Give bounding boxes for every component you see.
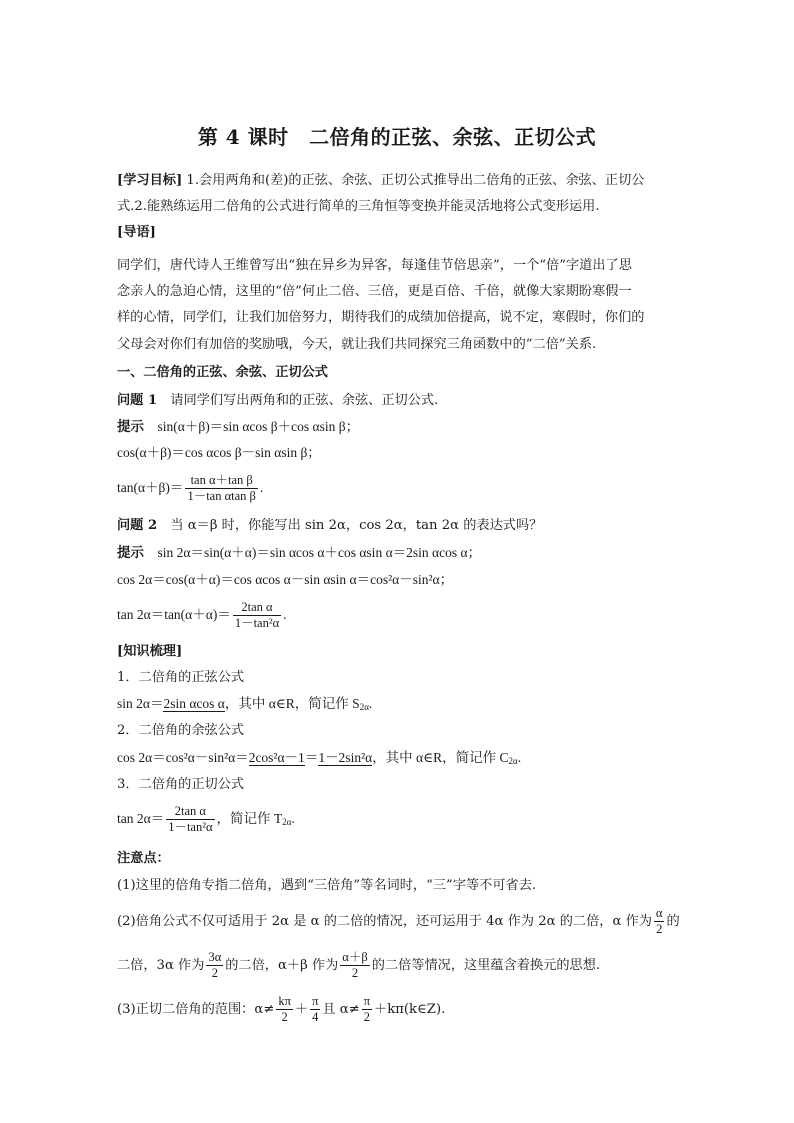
- question-1: [117, 392, 438, 410]
- fraction-numerator: 3α: [208, 950, 222, 964]
- note-2-text-4: 的二倍等情况，这里蕴含着换元的思想.: [371, 958, 601, 973]
- hint-2-tan: [117, 596, 287, 634]
- fraction-denominator: 2: [363, 1010, 371, 1024]
- objective-text-1: 1.会用两角和(差)的正弦、余弦、正切公式推导出二倍角的正弦、余弦、正切公: [182, 173, 645, 188]
- fraction-numerator: kπ: [278, 994, 291, 1008]
- note-2-fraction-3: [340, 950, 369, 981]
- objective-line-1: [117, 172, 644, 190]
- fraction-numerator: α: [655, 906, 663, 920]
- fraction-numerator: π: [312, 994, 319, 1008]
- fraction-denominator: 2: [281, 1010, 288, 1024]
- intro-line-1: 同学们，唐代诗人王维曾写出“独在异乡为异客，每逢佳节倍思亲”，一个“倍”字道出了思: [117, 258, 632, 273]
- note-2-line-2: [117, 947, 600, 985]
- hint-2-sin: [117, 544, 481, 562]
- hint-2-tan-lhs: tan 2α＝tan(α＋α)＝: [117, 607, 231, 622]
- formula-2-answer-2: 1－2sin²α: [318, 750, 373, 765]
- knowledge-heading-1: 1．二倍角的正弦公式: [117, 670, 245, 685]
- fraction-numerator: 2tan α: [166, 804, 214, 820]
- formula-1-answer: 2sin αcos α: [163, 696, 225, 711]
- note-3-text-1: (3)正切二倍角的范围：α≠: [117, 1002, 275, 1017]
- fraction-denominator: 2: [656, 922, 663, 936]
- knowledge-heading-2: 2．二倍角的余弦公式: [117, 723, 245, 738]
- formula-3-end: .: [291, 811, 295, 826]
- intro-label: [导语]: [117, 225, 156, 240]
- formula-2-equals: ＝: [304, 750, 319, 765]
- fraction-numerator: 2tan α: [233, 600, 281, 616]
- question-2: [117, 517, 542, 535]
- hint-2-tan-fraction: [233, 600, 281, 631]
- formula-2-end: .: [517, 750, 522, 765]
- intro-line-3: 样的心情，同学们，让我们加倍努力，期待我们的成绩加倍提高，说不定，寒假时，你们的: [117, 310, 645, 325]
- knowledge-formula-1: [117, 695, 372, 716]
- knowledge-label: [知识梳理]: [117, 644, 183, 659]
- note-3-text-2: 且 α≠: [322, 1002, 360, 1017]
- knowledge-heading-3: 3．二倍角的正切公式: [117, 777, 245, 792]
- intro-line-4: 父母会对你们有加倍的奖励哦，今天，就让我们共同探究三角函数中的“二倍”关系.: [117, 337, 597, 352]
- note-3-plus: ＋: [294, 1002, 309, 1017]
- formula-1-note: ，其中 α∈R，简记作 S: [224, 696, 360, 711]
- question-1-label: 问题 1: [117, 393, 158, 408]
- note-2-text-3: 的二倍，α＋β 作为: [225, 958, 339, 973]
- hint-1-tan-lhs: tan(α＋β)＝: [117, 480, 184, 495]
- hint-2-tan-end: .: [283, 607, 287, 622]
- objective-label: [学习目标]: [117, 173, 183, 188]
- formula-2-subscript: 2α: [508, 756, 518, 766]
- fraction-denominator: 4: [312, 1010, 319, 1024]
- note-2-text-2: 二倍，3α 作为: [117, 958, 205, 973]
- fraction-numerator: α＋β: [342, 950, 368, 964]
- hint-2-cos: cos 2α＝cos(α＋α)＝cos αcos α－sin αsin α＝cos²α－sin²α；: [117, 572, 454, 587]
- formula-3-note: ，简记作 T: [216, 811, 283, 826]
- note-3-fraction-3: [362, 994, 372, 1025]
- formula-3-fraction: [166, 804, 214, 835]
- formula-2-lhs: cos 2α＝cos²α－sin²α＝: [117, 750, 249, 765]
- hint-2-label: 提示: [117, 545, 144, 560]
- hint-1-tan-fraction: [185, 473, 257, 504]
- hint-1-tan: [117, 469, 263, 507]
- hint-1-sin: [117, 418, 359, 436]
- formula-1-end: .: [368, 696, 373, 711]
- page-title: 第 4 课时 二倍角的正弦、余弦、正切公式: [197, 125, 597, 149]
- formula-3-lhs: tan 2α＝: [117, 811, 165, 826]
- intro-line-2: 念亲人的急迫心情，这里的“倍”何止二倍、三倍，更是百倍、千倍，就像大家期盼寒假一: [117, 284, 632, 299]
- objective-line-2: 式.2.能熟练运用二倍角的公式进行简单的三角恒等变换并能灵活地将公式变形运用.: [117, 199, 600, 214]
- knowledge-formula-2: [117, 749, 521, 770]
- note-2-line-1: [117, 903, 680, 941]
- fraction-denominator: 1－tan²α: [168, 820, 213, 835]
- note-3-fraction-1: [276, 994, 293, 1025]
- question-1-text: 请同学们写出两角和的正弦、余弦、正切公式.: [157, 393, 439, 408]
- hint-1-label: 提示: [117, 419, 144, 434]
- note-3-text-3: ＋kπ(k∈Z).: [374, 1002, 446, 1017]
- question-2-label: 问题 2: [117, 518, 158, 533]
- notes-label: 注意点：: [117, 851, 170, 866]
- formula-2-answer-1: 2cos²α－1: [248, 750, 305, 765]
- formula-1-subscript: 2α: [359, 702, 369, 712]
- fraction-numerator: tan α＋tan β: [185, 473, 257, 489]
- note-3: [117, 991, 445, 1029]
- fraction-denominator: 1－tan²α: [234, 616, 280, 631]
- note-2-text-1-end: 的: [666, 914, 680, 929]
- fraction-denominator: 2: [211, 966, 218, 980]
- section-heading: 一、二倍角的正弦、余弦、正切公式: [117, 365, 328, 380]
- hint-1-sin-formula: sin(α＋β)＝sin αcos β＋cos αsin β；: [144, 419, 360, 434]
- note-2-text-1: (2)倍角公式不仅可适用于 2α 是 α 的二倍的情况，还可运用于 4α 作为 2α 的二倍，α 作为: [117, 914, 652, 929]
- knowledge-formula-3: [117, 800, 295, 841]
- question-2-text: 当 α＝β 时，你能写出 sin 2α，cos 2α，tan 2α 的表达式吗？: [157, 518, 543, 533]
- note-2-fraction-1: [654, 906, 665, 937]
- formula-3-subscript: 2α: [282, 817, 292, 827]
- note-3-fraction-2: [310, 994, 320, 1025]
- hint-2-sin-formula: sin 2α＝sin(α＋α)＝sin αcos α＋cos αsin α＝2sin αcos α；: [144, 545, 482, 560]
- formula-1-lhs: sin 2α＝: [117, 696, 164, 711]
- fraction-denominator: 1－tan αtan β: [187, 489, 256, 504]
- fraction-denominator: 2: [351, 966, 359, 980]
- note-2-fraction-2: [206, 950, 223, 981]
- fraction-numerator: π: [363, 994, 371, 1008]
- hint-1-cos: cos(α＋β)＝cos αcos β－sin αsin β；: [117, 445, 321, 460]
- note-1: (1)这里的倍角专指二倍角，遇到“三倍角”等名词时，“三”字等不可省去.: [117, 878, 537, 893]
- formula-2-note: ，其中 α∈R，简记作 C: [372, 750, 509, 765]
- hint-1-tan-end: .: [259, 480, 264, 495]
